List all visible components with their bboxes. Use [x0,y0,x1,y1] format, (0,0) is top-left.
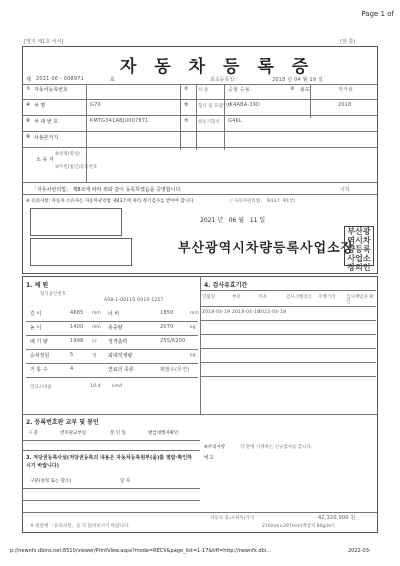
mileage-label: 연료소비율 [30,385,52,390]
first-reg-label: 최초등록일 : [210,77,238,83]
mortgage-title: 3. 저당권등록사실(저당권등록의 내용은 자동차등록원부(을)를 열람·확인하시기 바랍니다) [26,455,192,469]
vehicle-field-value: 자가용 [338,87,354,93]
divider [26,321,198,322]
divider [22,512,377,513]
spec-label: 정격출력 [108,339,128,345]
vehicle-field-label: 용도 [300,87,310,93]
divider [22,115,377,116]
paper-spec: 210mm×297mm(백상지 80g/m²) [262,524,335,529]
issue-day-unit: 일 [259,217,266,224]
spec-unit: 명 [92,354,97,359]
vehicle-field-value: IK4ABA-39D [228,102,261,108]
divider [200,320,376,321]
spec-value: 5 [70,352,74,358]
reg-no-suffix: 호 [110,77,115,83]
first-reg-date: 2018 년 04 월 19 일 [272,77,324,83]
spec-value: 1400 [70,324,84,330]
vehicle-field-number: ⑧ [26,134,31,140]
vehicle-field-number: ⑥ [26,118,31,124]
footer-note: ※ 뒷면에 「유의사항」을 꼭 읽어보시기 바랍니다. [30,524,130,529]
divider [200,290,376,291]
issue-year: 2021 [200,217,216,224]
divider [200,306,376,307]
spec-unit: cc [92,339,97,344]
print-url: p://newnfx.dbins.net:8510/viewer/PrintView.aspx?mode=RECV&page_list=1-17&tiff=http://newnfx.dbi... [10,548,271,554]
vehicle-field-label: 자동차등록번호 [34,87,68,93]
divider [196,84,197,150]
vehicle-field-number: ④ [26,102,31,108]
inspection-column-header: 연월일 [202,295,216,300]
divider [22,440,200,441]
spec-unit: mm [92,311,101,316]
vehicle-field-value: G4KL [228,118,242,124]
vehicle-field-number: ② [184,86,189,92]
mortgage-column-header: 구분(설정 또는 말소) [30,479,72,484]
plate-column-header: 번호판교부일 [60,431,87,436]
inspection-column-header: 검사시행장소 [286,295,313,300]
vehicle-field-value: KMTG341ABJU007871 [90,118,149,124]
issue-month: 06 [228,217,237,224]
spec-unit: kg [190,325,196,330]
owner-name-label: ⑨성명(명칭) [55,152,80,157]
vehicle-field-value: 중형 승용 [228,87,250,93]
front-label: (앞 쪽) [340,39,356,45]
vehicle-field-label: 원동기형식 [198,120,220,125]
vehicle-field-label: 차 명 [34,103,46,109]
notice-2: (「자동차관리법」 제43조 제1항) [230,199,296,204]
divider [26,363,198,364]
model-code-label: 형식승인번호 [40,292,67,297]
spec-label: 최대적재량 [108,353,133,359]
divider [310,84,311,118]
divider [224,84,225,150]
page-label: Page 1 of [361,10,394,18]
divider [200,348,376,349]
spec-value: 4685 [70,310,84,316]
divider [22,84,377,85]
divider [22,414,377,415]
divider [22,194,377,195]
vehicle-field-label: 형식 및 모델연도 [198,104,232,109]
spec-unit: kg [190,353,196,358]
official-seal: 부산광역시차량등록사업소장의인 [344,226,374,266]
inspection-cell: 2018-04-19 [232,310,261,315]
divider [26,349,198,350]
spec-title: 1. 제 원 [26,282,49,289]
vehicle-field-value: G70 [90,102,101,108]
divider [22,500,200,501]
plate-column-header: 봉 인 일 [110,431,126,436]
mileage: 10.4 [90,384,101,389]
plate-column-header: 구 분 [28,431,39,436]
divider [22,147,377,148]
owner-id-label: ⑩주민(법인)등록번호 [55,165,98,170]
statement: 「자동차관리법」 제8조에 따라 위와 같이 등록하였음을 증명합니다. [32,187,182,193]
vehicle-field-label: 사용본거지 [34,135,59,141]
vehicle-field-value: 2018 [338,102,352,108]
issuing-office: 부산광역시차량등록사업소장 [178,241,355,256]
caution-text: 각 란에 기재하는 신규검사를 합니다. [240,445,313,450]
owner-label: 소 유 자 [36,157,54,163]
divider [22,450,200,451]
vehicle-field-number: ⑤ [184,102,189,108]
inspection-cell: 2022-04-18 [258,310,287,315]
mileage-unit: km/ℓ [112,384,123,389]
vehicle-field-number: ⑦ [184,118,189,124]
mortgage-column-header: 일 자 [120,479,131,484]
price: 42,320,000 원 [318,515,356,521]
divider [200,376,376,377]
statement-suffix: 이하 [340,187,350,193]
divider [200,362,376,363]
remark-label: 비고 [204,455,214,461]
divider [200,276,201,414]
reg-no: 2021 06 - 008971 [36,76,84,82]
vehicle-field-label: 차 대 번 호 [34,119,59,125]
spec-label: 높 이 [30,325,42,331]
spec-label: 너 비 [108,311,120,317]
spec-label: 배 기 량 [30,339,48,345]
print-date: 2022-03- [348,548,371,554]
spec-value: 4 [70,366,74,372]
plate-column-header: 발급대행자확인 [148,431,179,436]
plate-title: 2. 등록번호판 교부 및 봉인 [26,419,99,426]
inspection-column-header: 부터 [232,295,241,300]
issue-month-unit: 월 [238,217,245,224]
vehicle-field-number: ① [26,86,31,92]
issue-year-unit: 년 [217,217,223,224]
reg-no-label: 제 [26,77,31,83]
vehicle-field-label: 차 종 [198,88,209,93]
divider [200,334,376,335]
spec-label: 총중량 [108,325,123,331]
spec-unit: mm [190,311,199,316]
divider [22,131,377,132]
spec-value: 휘발유(무연) [160,367,190,373]
vehicle-field-number: ③ [290,86,295,92]
spec-label: 연료의 종류 [108,367,134,373]
inspection-column-header: 주행거리 [318,295,336,300]
issue-day: 11 [249,217,258,224]
inspection-title: 4. 검사유효기간 [204,282,248,289]
spec-label: 승차정원 [30,353,50,359]
divider [26,335,198,336]
spec-unit: mm [92,325,101,330]
divider [22,488,200,489]
spec-label: 기 통 수 [30,367,48,373]
spec-value: 255/6200 [160,338,186,344]
caution-label: ※주의사항 [204,445,226,450]
price-label: 자동차 출고(취득)가격 [210,516,255,521]
divider [22,99,377,100]
inspection-column-header: 검사책임자 확인 [346,295,374,305]
form-number: [별지 제1호 서식] [24,39,64,45]
model-code: A08-1-00110-0010-1257 [104,298,164,303]
divider [22,182,377,183]
form-title: 자 동 차 등 록 증 [120,57,315,77]
spec-label: 길 이 [30,311,42,317]
spec-value: 1998 [70,338,84,344]
spec-value: 2070 [160,324,174,330]
notice-box [30,238,132,266]
inspection-cell: 2018-04-19 [202,310,231,315]
notice-box [30,208,122,236]
inspection-column-header: 까지 [258,295,267,300]
spec-value: 1850 [160,310,174,316]
issue-date [200,215,265,224]
notice: ※ 유의사항: 자동차 소유자는 자동차관리법 제43조에 따라 정기검사를 받아야 합니다. [26,199,195,204]
divider [180,84,181,150]
divider [26,377,198,378]
